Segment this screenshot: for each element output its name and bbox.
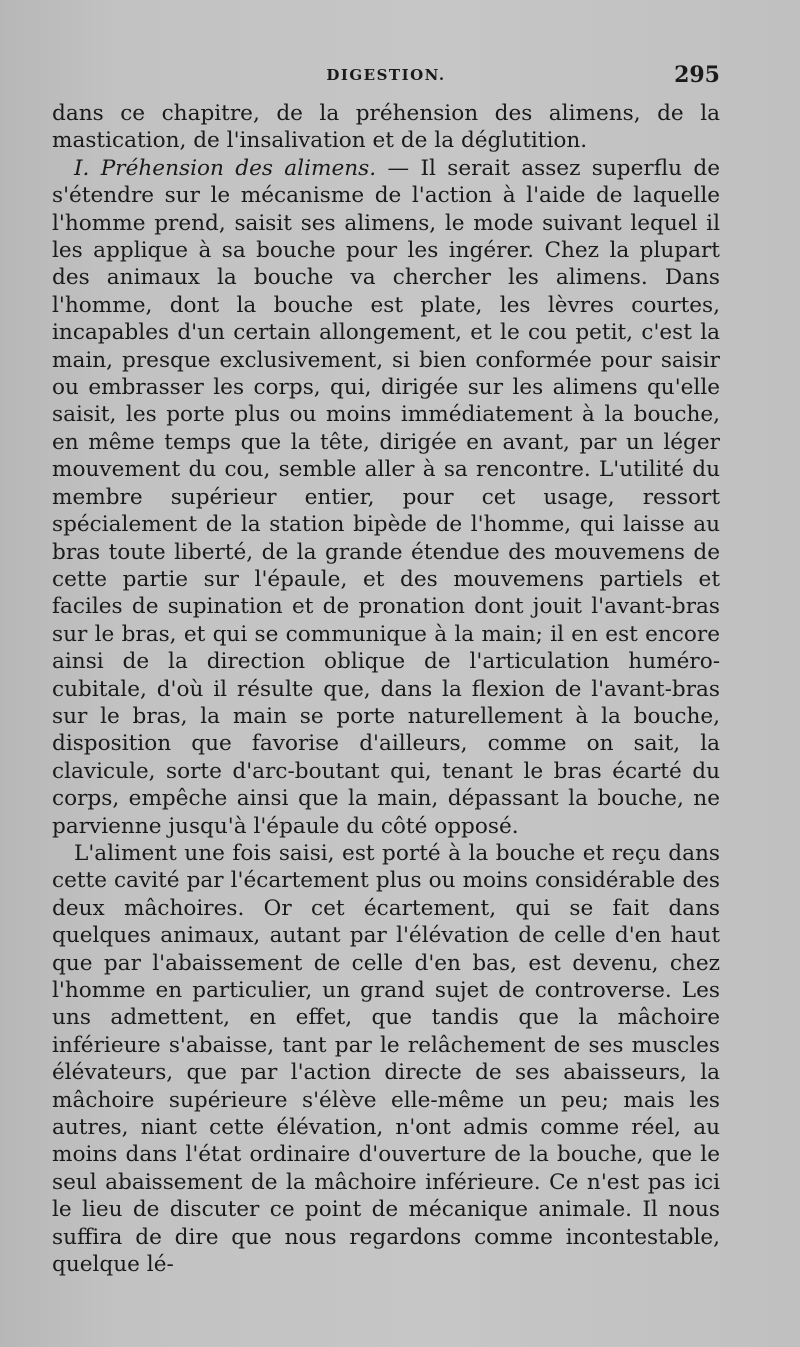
body-text xyxy=(52,100,720,1278)
paragraph-2 xyxy=(52,155,720,840)
paragraph-3-text: L'aliment une fois saisi, est porté à la bouche et reçu dans cette cavité par l'écartement plus ou moins considérable des deux mâchoires. Or cet écartement, qui se fait dans quelques animaux, autant par l'élévation de celle d'en haut que par l'abaissement de celle d'en bas, est devenu, chez l'homme en particulier, un grand sujet de controverse. Les uns admettent, en effet, que tandis que la mâchoire inférieure s'abaisse, tant par le relâchement de ses muscles élévateurs, que par l'action directe de ses abaisseurs, la mâchoire supérieure s'élève elle-même un peu; mais les autres, niant cette élévation, n'ont admis comme réel, au moins dans l'état ordinaire d'ouverture de la bouche, que le seul abaissement de la mâchoire inférieure. Ce n'est pas ici le lieu de discuter ce point de mécanique animale. Il nous suffira de dire que nous regardons comme incontestable, quelque lé- xyxy=(52,840,720,1278)
paragraph-3 xyxy=(52,840,720,1279)
paragraph-2-text: — Il serait assez superflu de s'étendre sur le mécanisme de l'action à l'aide de laquelle l'homme prend, saisit ses alimens, le mode suivant lequel il les applique à sa bouche pour les ingérer. Chez la plupart des animaux la bouche va chercher les alimens. Dans l'homme, dont la bouche est plate, les lèvres courtes, incapables d'un certain allongement, et le cou petit, c'est la main, presque exclusivement, si bien conformée pour saisir ou embrasser les corps, qui, dirigée sur les alimens qu'elle saisit, les porte plus ou moins immédiatement à la bouche, en même temps que la tête, dirigée en avant, par un léger mouvement du cou, semble aller à sa rencontre. L'utilité du membre supérieur entier, pour cet usage, ressort spécialement de la station bipède de l'homme, qui laisse au bras toute liberté, de la grande étendue des mouvemens de cette partie sur l'épaule, et des mouvemens partiels et faciles de supination et de pronation dont jouit l'avant-bras sur le bras, et qui se communique à la main; il en est encore ainsi de la direction oblique de l'articulation huméro-cubitale, d'où il résulte que, dans la flexion de l'avant-bras sur le bras, la main se porte naturellement à la bouche, disposition que favorise d'ailleurs, comme on sait, la clavicule, sorte d'arc-boutant qui, tenant le bras écarté du corps, empêche ainsi que la main, dépassant la bouche, ne parvienne jusqu'à l'épaule du côté opposé. xyxy=(52,155,721,839)
paragraph-1-text: dans ce chapitre, de la préhension des alimens, de la mastication, de l'insalivation et de la déglutition. xyxy=(52,101,720,154)
running-title: DIGESTION. xyxy=(326,66,446,84)
section-heading-prehension: I. Préhension des alimens. xyxy=(74,155,377,181)
page-number: 295 xyxy=(674,62,720,88)
paragraph-1 xyxy=(52,100,720,155)
page-header xyxy=(52,62,720,92)
